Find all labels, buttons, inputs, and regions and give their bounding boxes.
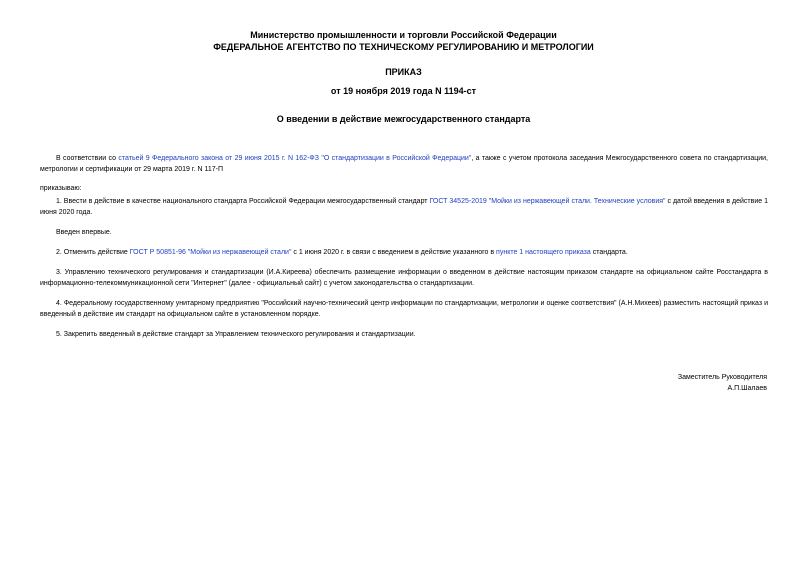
gost-r-50851-link[interactable]: ГОСТ Р 50851-96 "Мойки из нержавеющей стали"	[129, 249, 292, 256]
federal-law-link[interactable]: статьей 9 Федерального закона от 29 июня 2015 г. N 162-ФЗ "О стандартизации в Российской Федерации"	[118, 155, 472, 162]
order-word: приказываю:	[40, 185, 82, 192]
introduced-first-note	[40, 227, 768, 238]
item-2-paragraph	[40, 247, 768, 258]
item-5-text: 5. Закрепить введенный в действие стандарт за Управлением технического регулирования и стандартизации.	[56, 331, 416, 338]
order-clause-1-link[interactable]: пункте 1 настоящего приказа	[496, 249, 591, 256]
agency-name: ФЕДЕРАЛЬНОЕ АГЕНТСТВО ПО ТЕХНИЧЕСКОМУ РЕГУЛИРОВАНИЮ И МЕТРОЛОГИИ	[213, 42, 594, 52]
item-1-text-1: 1. Ввести в действие в качестве национального стандарта Российской Федерации межгосударственный стандарт	[56, 198, 430, 205]
item-4-text: 4. Федеральному государственному унитарному предприятию "Российский научно-технический центр информации по стандартизации, метрологии и оценке соответствия" (А.Н.Михеев) разместить настоящий приказ и введенный в действие им стандарт на официальном сайте в установленном порядке.	[40, 300, 768, 318]
item-4-paragraph	[40, 298, 768, 320]
gost-34525-link[interactable]: ГОСТ 34525-2019 "Мойки из нержавеющей стали. Технические условия"	[429, 198, 666, 205]
item-1-paragraph	[40, 196, 768, 218]
preamble-text-1: В соответствии со	[56, 155, 119, 162]
item-2-text-3: стандарта.	[590, 249, 628, 256]
item-5-paragraph	[40, 329, 768, 340]
item-3-paragraph	[40, 267, 768, 289]
signatory-name: А.П.Шалаев	[727, 385, 767, 392]
introduced-first-text: Введен впервые.	[56, 229, 112, 236]
item-2-text-2: с 1 июня 2020 г. в связи с введением в действие указанного в	[291, 249, 497, 256]
item-2-text-1: 2. Отменить действие	[56, 249, 130, 256]
preamble-paragraph	[40, 153, 768, 175]
document-title: О введении в действие межгосударственного стандарта	[276, 114, 531, 124]
document-date-number: от 19 ноября 2019 года N 1194-ст	[330, 86, 477, 96]
item-3-text: 3. Управлению технического регулирования и стандартизации (И.А.Киреева) обеспечить размещение информации о введенном в действие настоящим приказом стандарте на официальном сайте Росстандарта в информационно-телекоммуникационной сети "Интернет" (далее - официальный сайт) с учетом законодательства о стандартизации.	[40, 269, 768, 287]
document-type: ПРИКАЗ	[385, 67, 422, 77]
ministry-name: Министерство промышленности и торговли Российской Федерации	[250, 30, 557, 40]
signatory-position: Заместитель Руководителя	[677, 374, 767, 381]
item-1-text-2: с датой введения в действие 1 июня 2020 года.	[40, 198, 768, 216]
preamble-text-2: , а также с учетом протокола заседания Межгосударственного совета по стандартизации, метрологии и сертификации от 29 марта 2019 г. N 117-П	[40, 155, 768, 173]
